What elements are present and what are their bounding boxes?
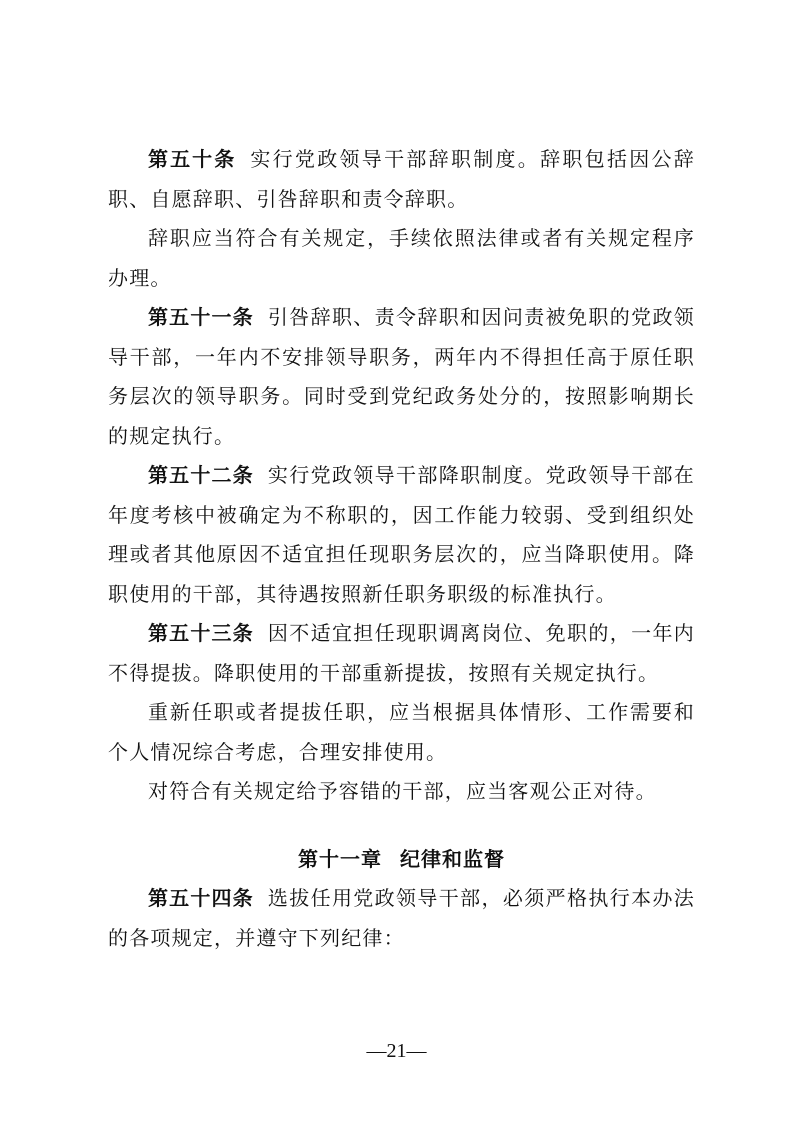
chapter-title: 纪律和监督: [400, 846, 505, 871]
chapter-heading: [108, 840, 695, 880]
paragraph-text: 对符合有关规定给予容错的干部，应当客观公正对待。: [148, 779, 657, 803]
article-51-paragraph: [108, 298, 695, 456]
body-text: [108, 140, 695, 958]
article-54-paragraph: [108, 879, 695, 958]
resignation-procedure-paragraph: [108, 219, 695, 298]
reappointment-paragraph: [108, 693, 695, 772]
paragraph-text: 辞职应当符合有关规定，手续依照法律或者有关规定程序办理。: [108, 226, 695, 290]
article-52-number: 第五十二条: [148, 463, 254, 487]
article-51-text: 引咎辞职、责令辞职和因问责被免职的党政领导干部，一年内不安排领导职务，两年内不得担任高于原任职务层次的领导职务。同时受到党纪政务处分的，按照影响期长的规定执行。: [108, 305, 696, 448]
article-50-number: 第五十条: [148, 147, 237, 171]
article-53-text: 因不适宜担任现职调离岗位、免职的，一年内不得提拔。降职使用的干部重新提拔，按照有关规定执行。: [108, 621, 696, 685]
page-number: —21—: [366, 1040, 427, 1062]
chapter-number: 第十一章: [298, 846, 382, 871]
article-54-number: 第五十四条: [148, 886, 254, 910]
article-53-paragraph: [108, 614, 695, 693]
article-52-text: 实行党政领导干部降职制度。党政领导干部在年度考核中被确定为不称职的，因工作能力较弱、受到组织处理或者其他原因不适宜担任现职务层次的，应当降职使用。降职使用的干部，其待遇按照新任职务职级的标准执行。: [108, 463, 696, 606]
article-52-paragraph: [108, 456, 695, 614]
paragraph-text: 重新任职或者提拔任职，应当根据具体情形、工作需要和个人情况综合考虑，合理安排使用。: [108, 700, 695, 764]
article-50-text: 实行党政领导干部辞职制度。辞职包括因公辞职、自愿辞职、引咎辞职和责令辞职。: [108, 147, 696, 211]
article-54-text: 选拔任用党政领导干部，必须严格执行本办法的各项规定，并遵守下列纪律：: [108, 886, 696, 950]
fault-tolerance-paragraph: [108, 772, 695, 812]
article-50-paragraph: [108, 140, 695, 219]
article-53-number: 第五十三条: [148, 621, 254, 645]
article-51-number: 第五十一条: [148, 305, 254, 329]
